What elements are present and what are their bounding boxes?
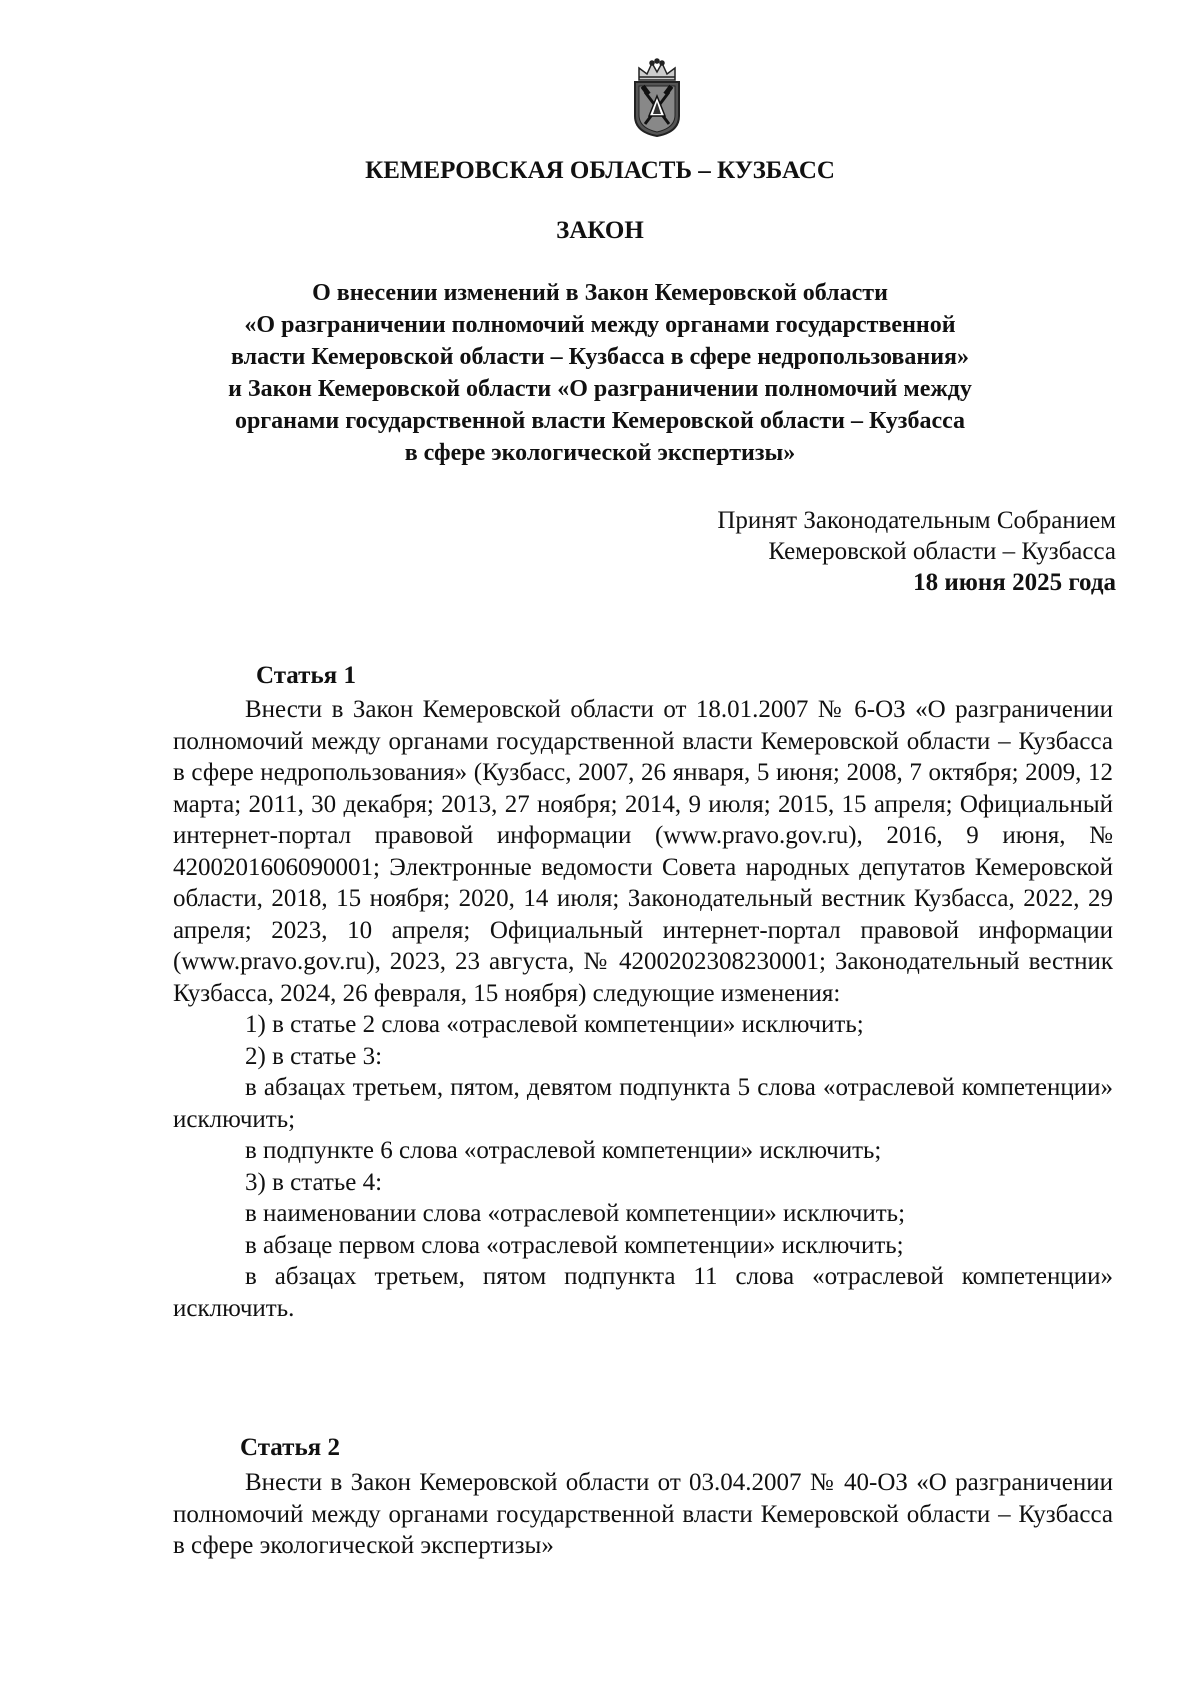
law-title bbox=[150, 277, 1050, 469]
article-1-item: в абзаце первом слова «отраслевой компетенции» исключить; bbox=[245, 1231, 904, 1259]
article-1-item: 2) в статье 3: bbox=[245, 1042, 383, 1070]
law-title-line: «О разграничении полномочий между органами государственной bbox=[244, 312, 956, 338]
region-title: КЕМЕРОВСКАЯ ОБЛАСТЬ – КУЗБАСС bbox=[365, 157, 835, 184]
kuzbass-coat-of-arms-icon bbox=[625, 58, 689, 138]
article-2-body bbox=[173, 1467, 1113, 1562]
article-1-item: в наименовании слова «отраслевой компетенции» исключить; bbox=[245, 1200, 906, 1227]
law-title-line: власти Кемеровской области – Кузбасса в сфере недропользования» bbox=[230, 344, 970, 370]
article-2-heading: Статья 2 bbox=[240, 1434, 340, 1461]
article-1-body bbox=[173, 694, 1113, 1324]
law-title-line: и Закон Кемеровской области «О разграничении полномочий между bbox=[228, 376, 972, 402]
adoption-line: Кемеровской области – Кузбасса bbox=[768, 538, 1116, 565]
adoption-date: 18 июня 2025 года bbox=[913, 569, 1116, 596]
document-type: ЗАКОН bbox=[556, 217, 644, 244]
article-1-item: в абзацах третьем, пятом подпункта 11 слова «отраслевой компетенции» исключить. bbox=[173, 1263, 1113, 1322]
adoption-block bbox=[717, 505, 1116, 598]
law-title-line: О внесении изменений в Закон Кемеровской области bbox=[312, 280, 888, 306]
article-1-intro: Внести в Закон Кемеровской области от 18.01.2007 № 6-ОЗ «О разграничении полномочий между органами государственной власти Кемеровской области – Кузбасса в сфере недропользования» (Кузбасс, 2007, 26 января, 5 июня; 2008, 7 октября; 2009, 12 марта; 2011, 30 декабря; 2013, 27 ноября; 2014, 9 июля; 2015, 15 апреля; Официальный интернет-портал правовой информации (www.pravo.gov.ru), 2016, 9 июня, № 4200201606090001; Электронные ведомости Совета народных депутатов Кемеровской области, 2018, 15 ноября; 2020, 14 июля; Законодательный вестник Кузбасса, 2022, 29 апреля; 2023, 10 апреля; Официальный интернет-портал правовой информации (www.pravo.gov.ru), 2023, 23 августа, № 4200202308230001; Законодательный вестник Кузбасса, 2024, 26 февраля, 15 ноября) следующие изменения: bbox=[173, 696, 1113, 1007]
law-title-line: органами государственной власти Кемеровской области – Кузбасса bbox=[234, 408, 966, 434]
crown bbox=[639, 59, 675, 80]
shield bbox=[635, 82, 679, 136]
article-1-item: 3) в статье 4: bbox=[245, 1168, 383, 1196]
article-2-intro: Внести в Закон Кемеровской области от 03.04.2007 № 40-ОЗ «О разграничении полномочий между органами государственной власти Кемеровской области – Кузбасса в сфере экологической экспертизы» bbox=[173, 1469, 1113, 1559]
article-1-item: 1) в статье 2 слова «отраслевой компетенции» исключить; bbox=[245, 1011, 864, 1038]
article-1-item: в абзацах третьем, пятом, девятом подпункта 5 слова «отраслевой компетенции» исключить; bbox=[173, 1074, 1113, 1133]
law-title-line: в сфере экологической экспертизы» bbox=[404, 440, 796, 466]
article-1-item: в подпункте 6 слова «отраслевой компетенции» исключить; bbox=[245, 1137, 882, 1164]
article-1-heading: Статья 1 bbox=[256, 662, 356, 689]
adoption-line: Принят Законодательным Собранием bbox=[717, 507, 1116, 534]
